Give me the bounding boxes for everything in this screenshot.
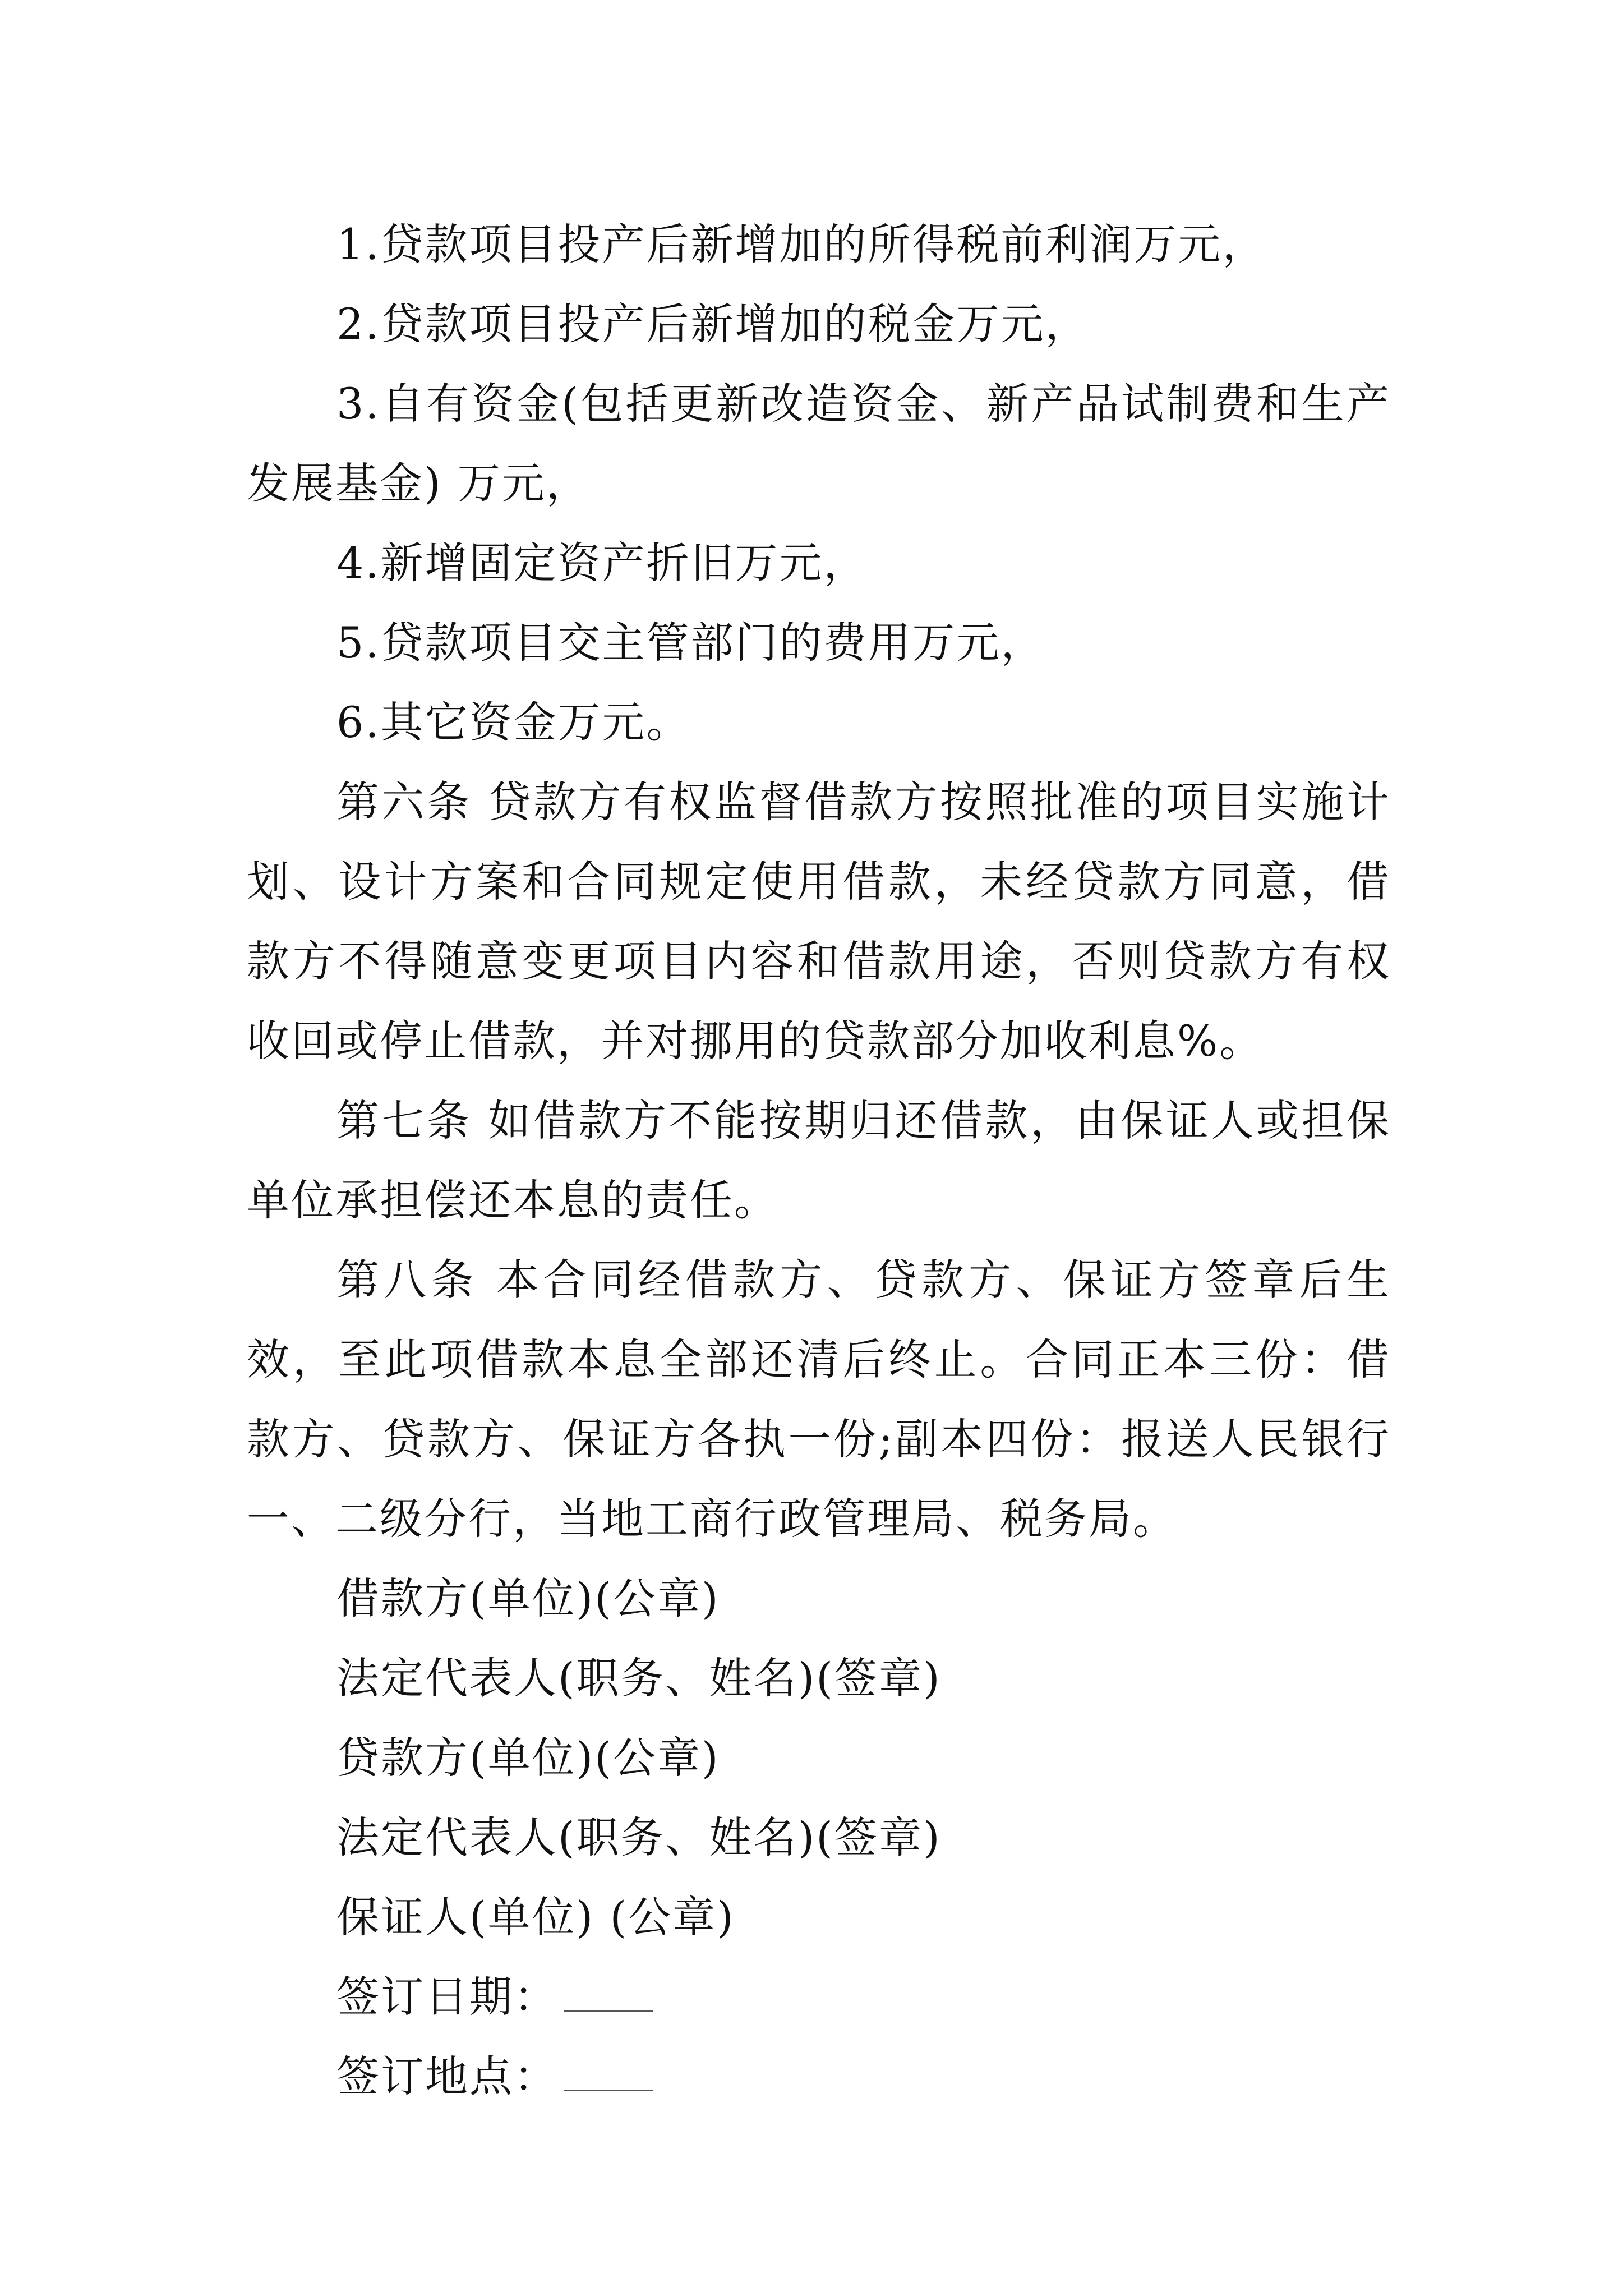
list-item-3: 3.自有资金(包括更新改造资金、新产品试制费和生产发展基金) 万元， — [247, 379, 1391, 508]
article-8: 第八条 本合同经借款方、贷款方、保证方签章后生效，至此项借款本息全部还清后终止。合同正本三份：借款方、贷款方、保证方各执一份;副本四份：报送人民银行一、二级分行，当地工商行政管理局、税务局。 — [247, 1255, 1391, 1544]
signature-borrower: 借款方(单位)(公章) — [336, 1573, 720, 1623]
sign-place-line — [247, 2037, 1391, 2116]
sign-place-label: 签订地点： — [336, 2051, 558, 2101]
signature-guarantor: 保证人(单位) (公章) — [336, 1892, 735, 1942]
contract-text — [247, 205, 1391, 2116]
article-7: 第七条 如借款方不能按期归还借款，由保证人或担保单位承担偿还本息的责任。 — [247, 1096, 1391, 1225]
signature-lender-rep: 法定代表人(职务、姓名)(签章) — [336, 1812, 942, 1862]
sign-date-label: 签订日期： — [336, 1972, 558, 2022]
list-item-4: 4.新增固定资产折旧万元， — [336, 538, 868, 588]
sign-date-line — [247, 1957, 1391, 2037]
sign-place-blank — [564, 2087, 653, 2091]
article-6: 第六条 贷款方有权监督借款方按照批准的项目实施计划、设计方案和合同规定使用借款，未经贷款方同意，借款方不得随意变更项目内容和借款用途，否则贷款方有权收回或停止借款，并对挪用的贷款部分加收利息%。 — [247, 777, 1391, 1066]
list-item-6: 6.其它资金万元。 — [336, 697, 691, 747]
sign-date-blank — [564, 2008, 653, 2012]
list-item-2: 2.贷款项目投产后新增加的税金万元， — [336, 299, 1090, 349]
list-item-1: 1.贷款项目投产后新增加的所得税前利润万元， — [336, 219, 1267, 269]
signature-lender: 贷款方(单位)(公章) — [336, 1733, 720, 1783]
signature-borrower-rep: 法定代表人(职务、姓名)(签章) — [336, 1653, 942, 1703]
list-item-5: 5.贷款项目交主管部门的费用万元， — [336, 618, 1045, 668]
